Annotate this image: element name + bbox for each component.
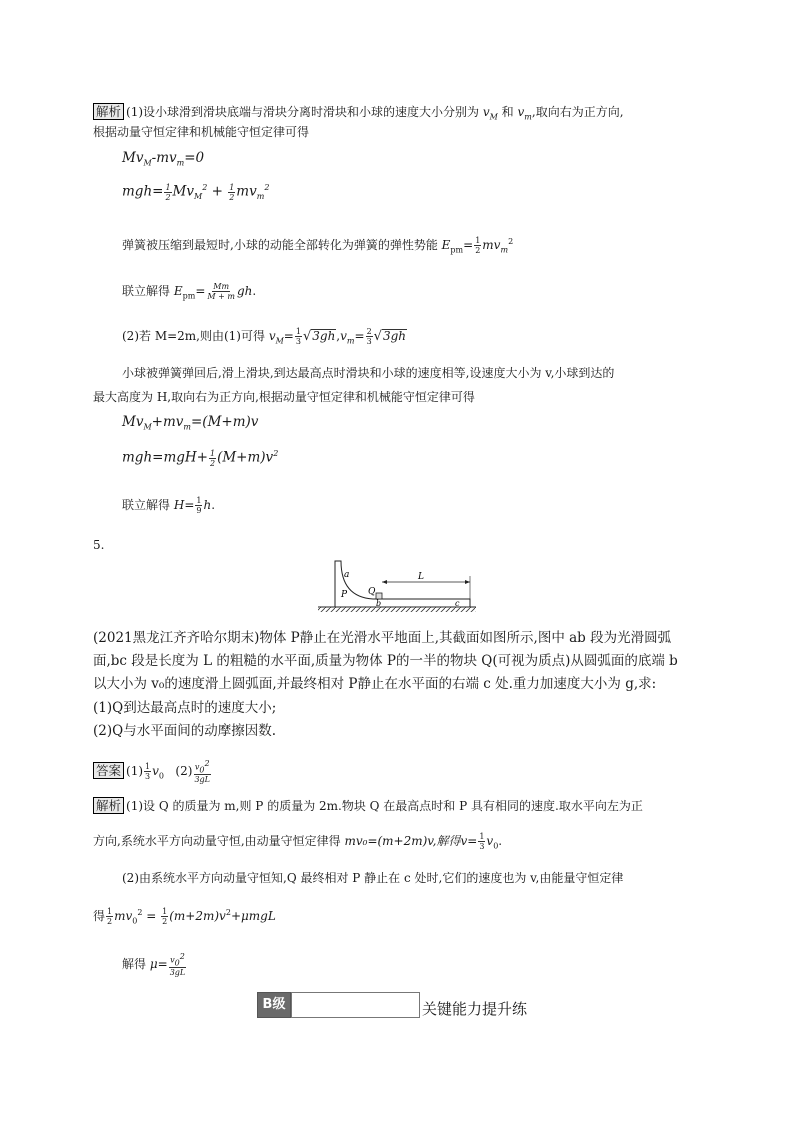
label-c: c <box>455 599 460 608</box>
solution-line-3: (2)由系统水平方向动量守恒知,Q 最终相对 P 静止在 c 处时,它们的速度也为 v,由能量守恒定律 <box>122 871 624 885</box>
problem-line-1: (2021黑龙江齐齐哈尔期末)物体 P静止在光滑水平地面上,其截面如图所示,图中 ab 段为光滑圆弧 <box>93 630 672 646</box>
label-p: P <box>341 590 348 600</box>
problem-line-2: 面,bc 段是长度为 L 的粗糙的水平面,质量为物体 P的一半的物块 Q(可视为质点)从圆弧面的底端 b <box>93 653 678 669</box>
solution-line-1: 解析 (1)设 Q 的质量为 m,则 P 的质量为 2m.物块 Q 在最高点时和 P 具有相同的速度.取水平向左为正 <box>93 797 643 814</box>
part2-intro-line: (2)若 M=2m,则由(1)可得 $v_M=$ $\frac{1}{3}$ $√3gh,v_m=$ $\frac{2}{3}$ √3gh <box>122 327 406 346</box>
label-b: b <box>376 599 382 608</box>
object-p-outline <box>335 561 470 607</box>
label-l: L <box>418 572 424 582</box>
problem-figure <box>310 558 490 618</box>
analysis-line-2: 根据动量守恒定律和机械能守恒定律可得 <box>93 125 310 139</box>
problem-line-4: (1)Q到达最高点时的速度大小; <box>93 700 277 716</box>
equation-energy-1: mgh= $\frac{1}{2}$ $Mv_M^2$ + $\frac{1}{2}$ $mv_m^2$ <box>122 182 270 202</box>
result-h-line: 联立解得 H= $\frac{1}{9}$ h. <box>122 496 216 515</box>
problem-line-5: (2)Q与水平面间的动摩擦因数. <box>93 723 276 739</box>
answer-tag: 答案 <box>93 762 124 779</box>
problem-number: 5. <box>93 538 105 552</box>
section-title: 关键能力提升练 <box>422 1000 528 1018</box>
solution-line-2: 方向,系统水平方向动量守恒,由动量守恒定律得 mv₀=(m+2m)v,解得v= $\frac{1}{3}$ $v_0$. <box>93 832 503 851</box>
analysis-line-7: 最大高度为 H,取向右为正方向,根据动量守恒定律和机械能守恒定律可得 <box>93 390 475 404</box>
analysis-tag: 解析 <box>93 103 124 120</box>
equation-momentum-1: $Mv_M-mv_m=0$ <box>122 150 205 168</box>
answer-text: (1) $\frac{1}{3}$ $v_0$ (2) $\frac{v_0^2}{3gL}$ <box>126 759 210 785</box>
ground-hatch <box>318 607 476 612</box>
label-q: Q <box>368 587 376 597</box>
equation-energy-2: mgh=mgH+ $\frac{1}{2}$ $(M+m)v^2$ <box>122 448 279 468</box>
equation-momentum-2: $Mv_M+mv_m=(M+m)v$ <box>122 414 259 432</box>
solution-line-5: 解得 μ= $\frac{v_0^2}{3gL}$ <box>122 952 186 978</box>
label-a: a <box>344 570 350 580</box>
analysis-line-6: 小球被弹簧弹回后,滑上滑块,到达最高点时滑块和小球的速度相等,设速度大小为 v,小球到达的 <box>122 366 615 380</box>
analysis-line-1: 解析 (1)设小球滑到滑块底端与滑块分离时滑块和小球的速度大小分别为 $v_M$ 和 $v_m$,取向右为正方向, <box>93 103 624 125</box>
result-epm-line: 联立解得 $E_{pm}=$ $\frac{Mm}{M + m}$ gh. <box>122 282 257 301</box>
solution-line-4: 得 $\frac{1}{2}$ $mv_0^2$ = $\frac{1}{2}$ $(m+2m)v^2+\mu mgL$ <box>93 907 276 926</box>
section-box <box>291 992 420 1018</box>
problem-line-3: 以大小为 v₀的速度滑上圆弧面,并最终相对 P静止在水平面的右端 c 处.重力加速度大小为 g,求: <box>93 676 657 692</box>
analysis-tag-2: 解析 <box>93 797 124 814</box>
spring-energy-line: 弹簧被压缩到最短时,小球的动能全部转化为弹簧的弹性势能 $E_{pm}=$ $\frac{1}{2}$ $mv_m^2$ <box>122 236 514 255</box>
answer-line <box>93 759 212 785</box>
section-tag: B级 <box>257 992 291 1018</box>
